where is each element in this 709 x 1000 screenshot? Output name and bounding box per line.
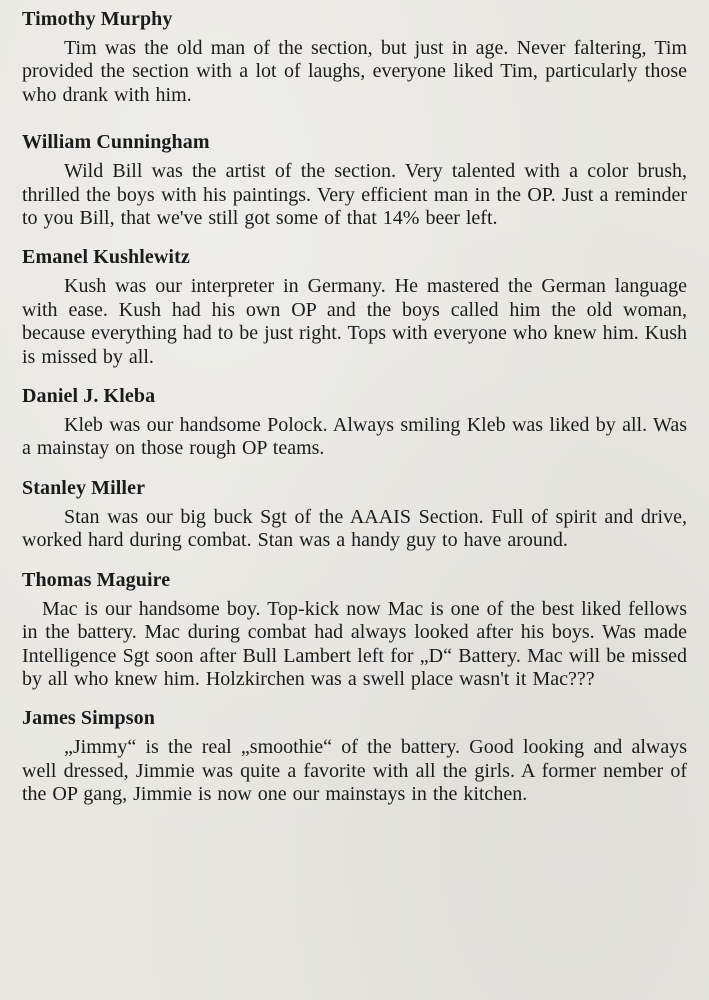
entry-daniel-kleba: [22, 383, 687, 461]
entry-name: William Cunningham: [22, 131, 210, 154]
entry-name: Timothy Murphy: [22, 8, 173, 30]
entry-text: Kush was our interpreter in Germany. He mastered the German language with ease. Kush had his own OP and the boys called him the old woman, because everything had to be just right. Tops with everyone who knew him. Kush is missed by all.: [22, 275, 687, 368]
entry-text: Tim was the old man of the section, but just in age. Never faltering, Tim provided the section with a lot of laughs, everyone liked Tim, particularly those who drank with him.: [22, 37, 687, 106]
entry-william-cunningham: [22, 129, 687, 230]
entry-name: Stanley Miller: [22, 476, 146, 499]
entry-text: Kleb was our handsome Polock. Always smiling Kleb was liked by all. Was a mainstay on those rough OP teams.: [22, 414, 687, 460]
entry-name: Daniel J. Kleba: [22, 385, 156, 408]
entry-name: James Simpson: [22, 707, 155, 730]
entry-timothy-murphy: [22, 6, 687, 107]
entry-name: Thomas Maguire: [22, 568, 171, 591]
entry-stanley-miller: [22, 475, 687, 553]
entry-thomas-maguire: [22, 567, 687, 692]
entry-text: Mac is our handsome boy. Top-kick now Mac is one of the best liked fellows in the battery. Mac during combat had always looked after his boys. Was made Intelligence Sgt soon after Bull Lambert left for „D“ Battery. Mac will be missed by all who knew him. Holzkirchen was a swell place wasn't it Mac???: [22, 597, 687, 690]
entry-text: Stan was our big buck Sgt of the AAAIS Section. Full of spirit and drive, worked hard during combat. Stan was a handy guy to have around.: [22, 505, 687, 552]
entry-emanel-kushlewitz: [22, 244, 687, 369]
entry-james-simpson: [22, 705, 687, 806]
entry-text: Wild Bill was the artist of the section. Very talented with a color brush, thrilled the boys with his paintings. Very efficient man in the OP. Just a reminder to you Bill, that we've still got some of that 14% beer left.: [22, 160, 687, 230]
entry-name: Emanel Kushlewitz: [22, 246, 190, 269]
entry-text: „Jimmy“ is the real „smoothie“ of the battery. Good looking and always well dressed, Jimmie was quite a favorite with all the girls. A former nember of the OP gang, Jimmie is now one our mainstays in the kitchen.: [22, 736, 687, 806]
